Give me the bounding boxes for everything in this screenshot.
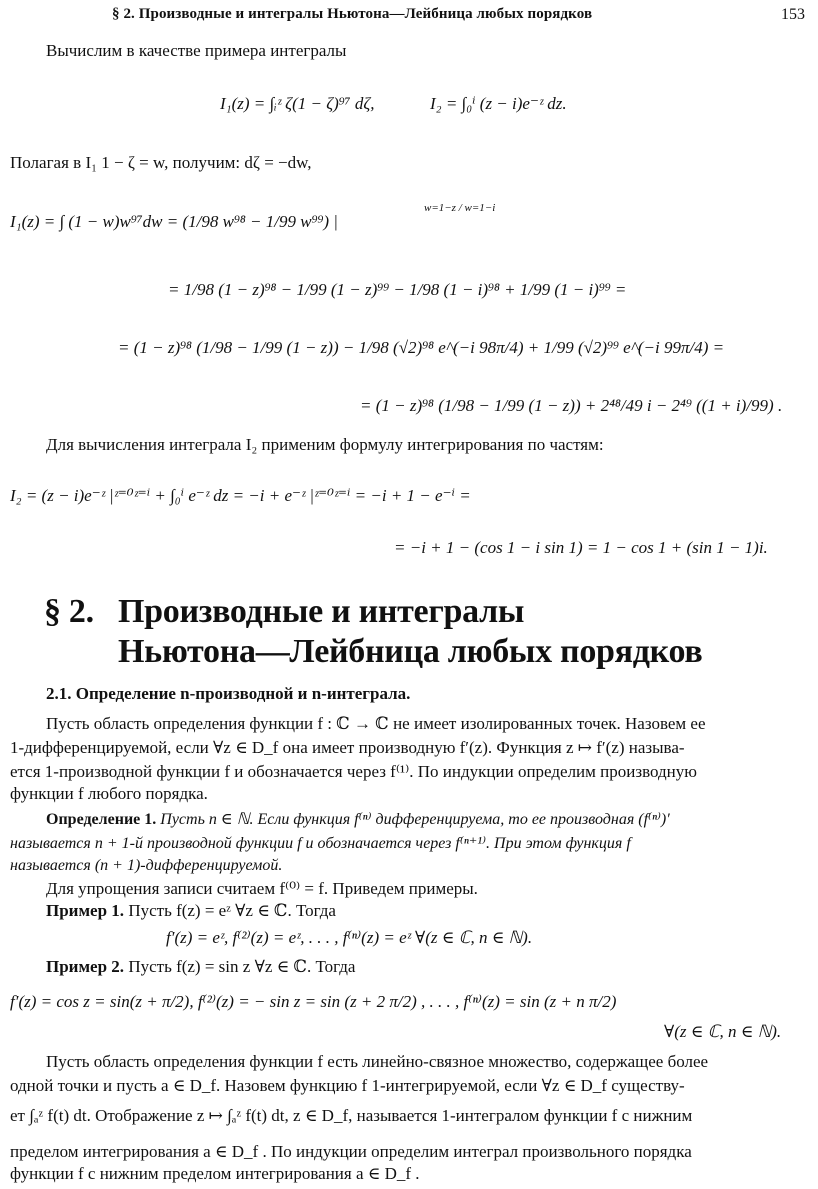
- para2-line4: пределом интегрирования a ∈ D_f . По индукции определим интеграл произвольного порядка: [10, 1142, 692, 1161]
- example-2-label: Пример 2.: [46, 957, 125, 976]
- substitution-text: Полагая в I₁ 1 − ζ = w, получим: dζ = −dw,: [10, 153, 312, 172]
- definition-label: Определение 1.: [46, 811, 157, 828]
- para1-line4: функции f любого порядка.: [10, 784, 208, 803]
- parts-text: Для вычисления интеграла I₂ применим формулу интегрирования по частям:: [46, 435, 604, 454]
- formula-I2: I₂ = ∫₀ⁱ (z − i)e⁻ᶻ dz.: [430, 94, 567, 113]
- definition-line2: называется n + 1-й производной функции f и обозначается через f⁽ⁿ⁺¹⁾. При этом функция f: [10, 835, 631, 852]
- example-2: [46, 956, 355, 978]
- example-1: [46, 900, 336, 922]
- section-number: § 2.: [44, 593, 94, 630]
- definition-line1: Пусть n ∈ ℕ. Если функция f⁽ⁿ⁾ дифференцируема, то ее производная (f⁽ⁿ⁾)′: [160, 811, 670, 828]
- derivation-eq4: = (1 − z)⁹⁸ (1/98 − 1/99 (1 − z)) + 2⁴⁸/49 i − 2⁴⁹ ((1 + i)/99) .: [360, 396, 783, 415]
- para2-line3: ет ∫ₐᶻ f(t) dt. Отображение z ↦ ∫ₐᶻ f(t) dt, z ∈ D_f, называется 1-интегралом функции f с нижним: [10, 1106, 693, 1125]
- subsection-title: 2.1. Определение n-производной и n-интеграла.: [46, 684, 411, 703]
- derivation-eq3: = (1 − z)⁹⁸ (1/98 − 1/99 (1 − z)) − 1/98 (√2)⁹⁸ e^(−i 98π/4) + 1/99 (√2)⁹⁹ e^(−i 99π/4) =: [118, 338, 725, 357]
- para1-line3: ется 1-производной функции f и обозначается через f⁽¹⁾. По индукции определим производную: [10, 762, 697, 781]
- example-2-statement: Пусть f(z) = sin z ∀z ∈ ℂ. Тогда: [128, 957, 356, 976]
- example-2-quantifier: ∀(z ∈ ℂ, n ∈ ℕ).: [664, 1022, 782, 1041]
- intro-text: Вычислим в качестве примера интегралы: [46, 41, 347, 60]
- para1-line1: Пусть область определения функции f : ℂ → ℂ не имеет изолированных точек. Назовем ее: [46, 714, 706, 733]
- convention-text: Для упрощения записи считаем f⁽⁰⁾ = f. Приведем примеры.: [46, 879, 478, 898]
- para2-line2: одной точки и пусть a ∈ D_f. Назовем функцию f 1-интегрируемой, если ∀z ∈ D_f существу-: [10, 1076, 685, 1095]
- derivation-eq1-limits: w=1−z / w=1−i: [424, 202, 496, 214]
- derivation-eq2: = 1/98 (1 − z)⁹⁸ − 1/99 (1 − z)⁹⁹ − 1/98 (1 − i)⁹⁸ + 1/99 (1 − i)⁹⁹ =: [168, 280, 627, 299]
- parts-eq1: I₂ = (z − i)e⁻ᶻ |ᶻ⁼⁰ᶻ⁼ⁱ + ∫₀ⁱ e⁻ᶻ dz = −i + e⁻ᶻ |ᶻ⁼⁰ᶻ⁼ⁱ = −i + 1 − e⁻ⁱ =: [10, 486, 471, 505]
- section-title-line1: Производные и интегралы: [118, 593, 525, 630]
- definition-1: [46, 808, 670, 831]
- parts-eq2: = −i + 1 − (cos 1 − i sin 1) = 1 − cos 1 + (sin 1 − 1)i.: [394, 538, 768, 557]
- example-1-label: Пример 1.: [46, 901, 125, 920]
- para1-line2: 1-дифференцируемой, если ∀z ∈ D_f она имеет производную f′(z). Функция z ↦ f′(z) называ-: [10, 738, 685, 757]
- definition-line3: называется (n + 1)-дифференцируемой.: [10, 857, 283, 874]
- section-title-line2: Ньютона—Лейбница любых порядков: [118, 633, 703, 670]
- example-2-formula: f′(z) = cos z = sin(z + π/2), f⁽²⁾(z) = − sin z = sin (z + 2 π/2) , . . . , f⁽ⁿ⁾(z) = sin (z + n π/2): [10, 992, 617, 1011]
- page-number: 153: [781, 6, 805, 23]
- para2-line1: Пусть область определения функции f есть линейно-связное множество, содержащее более: [46, 1052, 709, 1071]
- formula-I1: I₁(z) = ∫ᵢᶻ ζ(1 − ζ)⁹⁷ dζ,: [220, 94, 375, 113]
- derivation-eq1: I₁(z) = ∫ (1 − w)w⁹⁷dw = (1/98 w⁹⁸ − 1/99 w⁹⁹) |: [10, 212, 338, 231]
- example-1-formula: f′(z) = eᶻ, f⁽²⁾(z) = eᶻ, . . . , f⁽ⁿ⁾(z) = eᶻ ∀(z ∈ ℂ, n ∈ ℕ).: [166, 928, 533, 947]
- example-1-statement: Пусть f(z) = eᶻ ∀z ∈ ℂ. Тогда: [128, 901, 336, 920]
- para2-line5: функции f с нижним пределом интегрирования a ∈ D_f .: [10, 1164, 420, 1183]
- running-header-title: § 2. Производные и интегралы Ньютона—Лейбница любых порядков: [112, 6, 593, 22]
